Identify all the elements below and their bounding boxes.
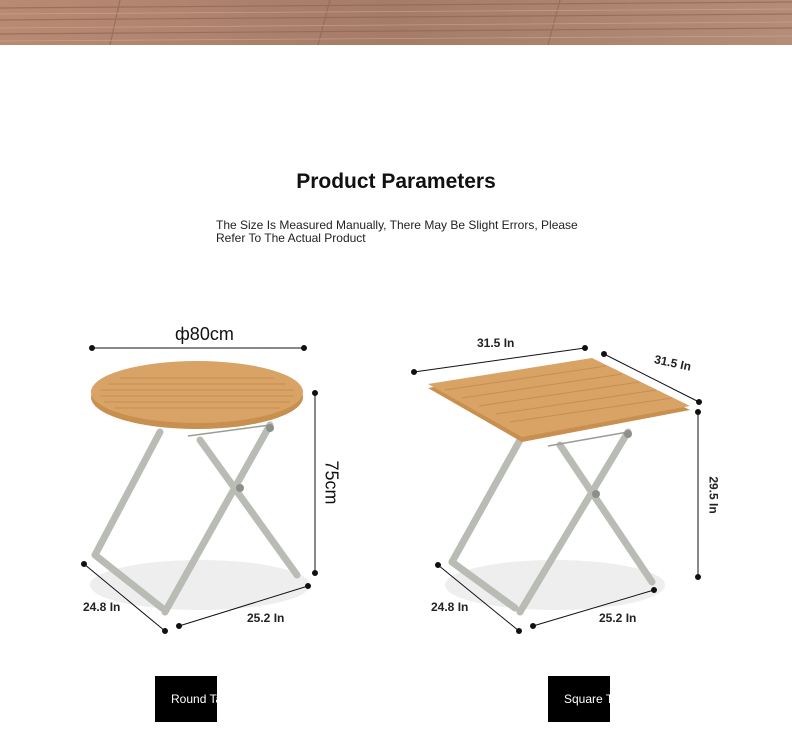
round-diameter-label: ф80cm: [175, 324, 234, 344]
square-width-label: 25.2 In: [599, 611, 637, 625]
round-depth-label: 24.8 In: [83, 600, 121, 614]
round-height-label: 75cm: [321, 460, 342, 505]
square-top-width-label: 31.5 In: [652, 352, 693, 374]
round-width-label: 25.2 In: [247, 611, 285, 625]
square-table-tag: [548, 676, 635, 722]
square-depth-label: 24.8 In: [431, 600, 469, 614]
page-subtitle: The Size Is Measured Manually, There May Be Slight Errors, Please Refer To The Actual Product: [216, 218, 578, 245]
round-table-tag-text: Round Table: [171, 692, 239, 706]
square-height-label: 29.5 In: [706, 476, 721, 514]
round-table-tag: [155, 676, 239, 722]
square-top-length-label: 31.5 In: [477, 336, 515, 350]
page-title: Product Parameters: [296, 170, 496, 193]
square-table-tag-text: Square Table: [564, 692, 635, 706]
